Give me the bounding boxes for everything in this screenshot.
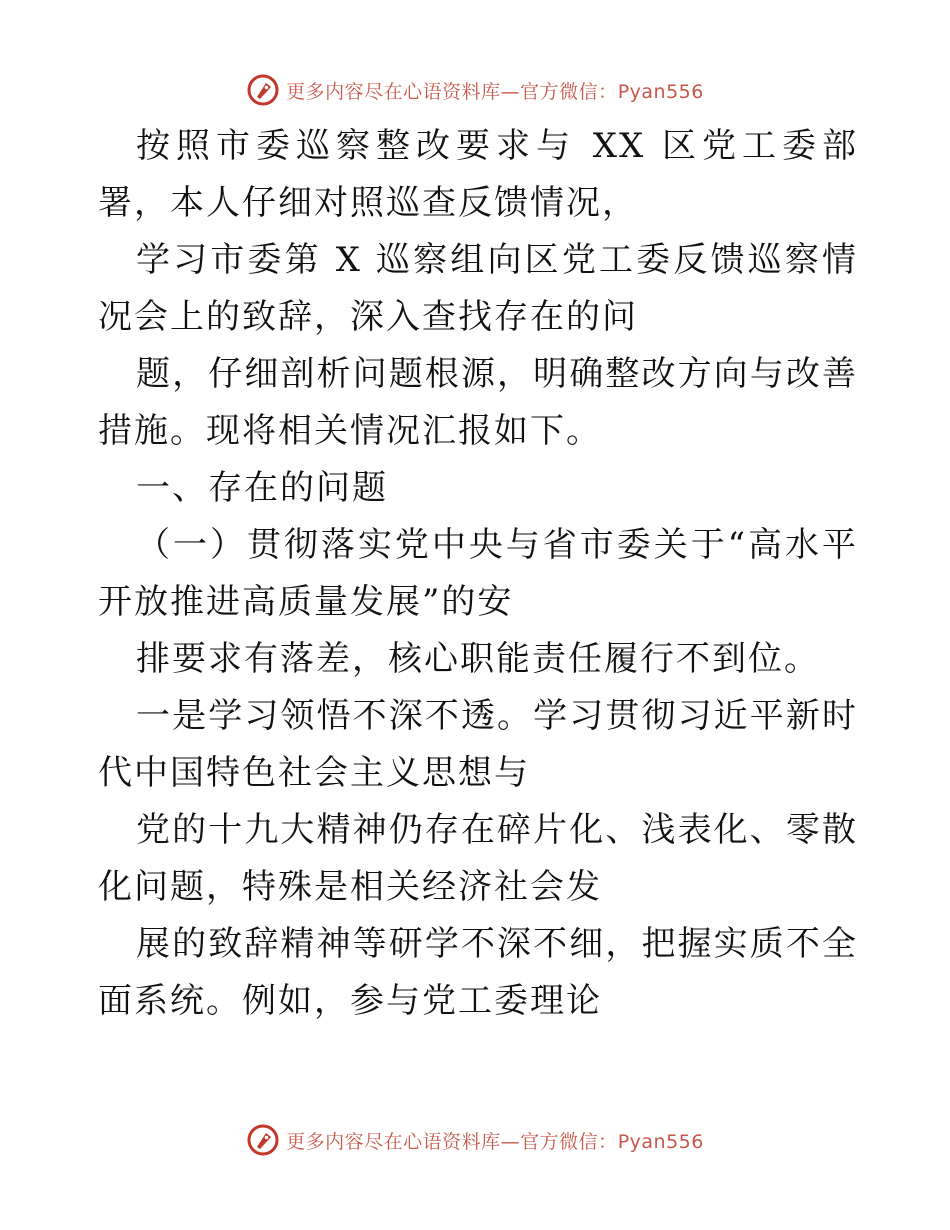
watermark-footer xyxy=(0,1120,950,1160)
paragraph-6: 排要求有落差，核心职能责任履行不到位。 xyxy=(136,639,820,679)
paragraph-7: 一是学习领悟不深不透。学习贯彻习近平新时代中国特色社会主义思想与 xyxy=(98,696,858,793)
paragraph-8: 党的十九大精神仍存在碎片化、浅表化、零散化问题，特殊是相关经济社会发 xyxy=(98,810,858,907)
watermark-separator: — xyxy=(500,1130,521,1153)
watermark-text xyxy=(286,1127,704,1154)
paragraph-1: 按照市委巡察整改要求与 XX 区党工委部署，本人仔细对照巡查反馈情况， xyxy=(98,126,858,223)
paragraph-3: 题，仔细剖析问题根源，明确整改方向与改善措施。现将相关情况汇报如下。 xyxy=(98,354,858,451)
watermark-header xyxy=(0,70,950,110)
paragraph-5: （一）贯彻落实党中央与省市委关于“高水平开放推进高质量发展”的安 xyxy=(98,525,858,622)
pen-nib-logo-icon xyxy=(246,73,280,107)
section-heading-problems: 一、存在的问题 xyxy=(136,468,388,508)
watermark-wechat-label: 官方微信： xyxy=(520,1130,618,1153)
watermark-text xyxy=(286,77,704,104)
watermark-main-text: 更多内容尽在心语资料库 xyxy=(286,80,501,103)
paragraph-2: 学习市委第 X 巡察组向区党工委反馈巡察情况会上的致辞，深入查找存在的问 xyxy=(98,240,858,337)
watermark-wechat-id: Pyan556 xyxy=(617,1130,704,1153)
pen-nib-logo-icon xyxy=(246,1123,280,1157)
watermark-main-text: 更多内容尽在心语资料库 xyxy=(286,1130,501,1153)
watermark-separator: — xyxy=(500,80,521,103)
paragraph-9: 展的致辞精神等研学不深不细，把握实质不全面系统。例如，参与党工委理论 xyxy=(98,924,858,1021)
document-body xyxy=(98,118,858,1030)
watermark-wechat-label: 官方微信： xyxy=(520,80,618,103)
watermark-wechat-id: Pyan556 xyxy=(617,80,704,103)
